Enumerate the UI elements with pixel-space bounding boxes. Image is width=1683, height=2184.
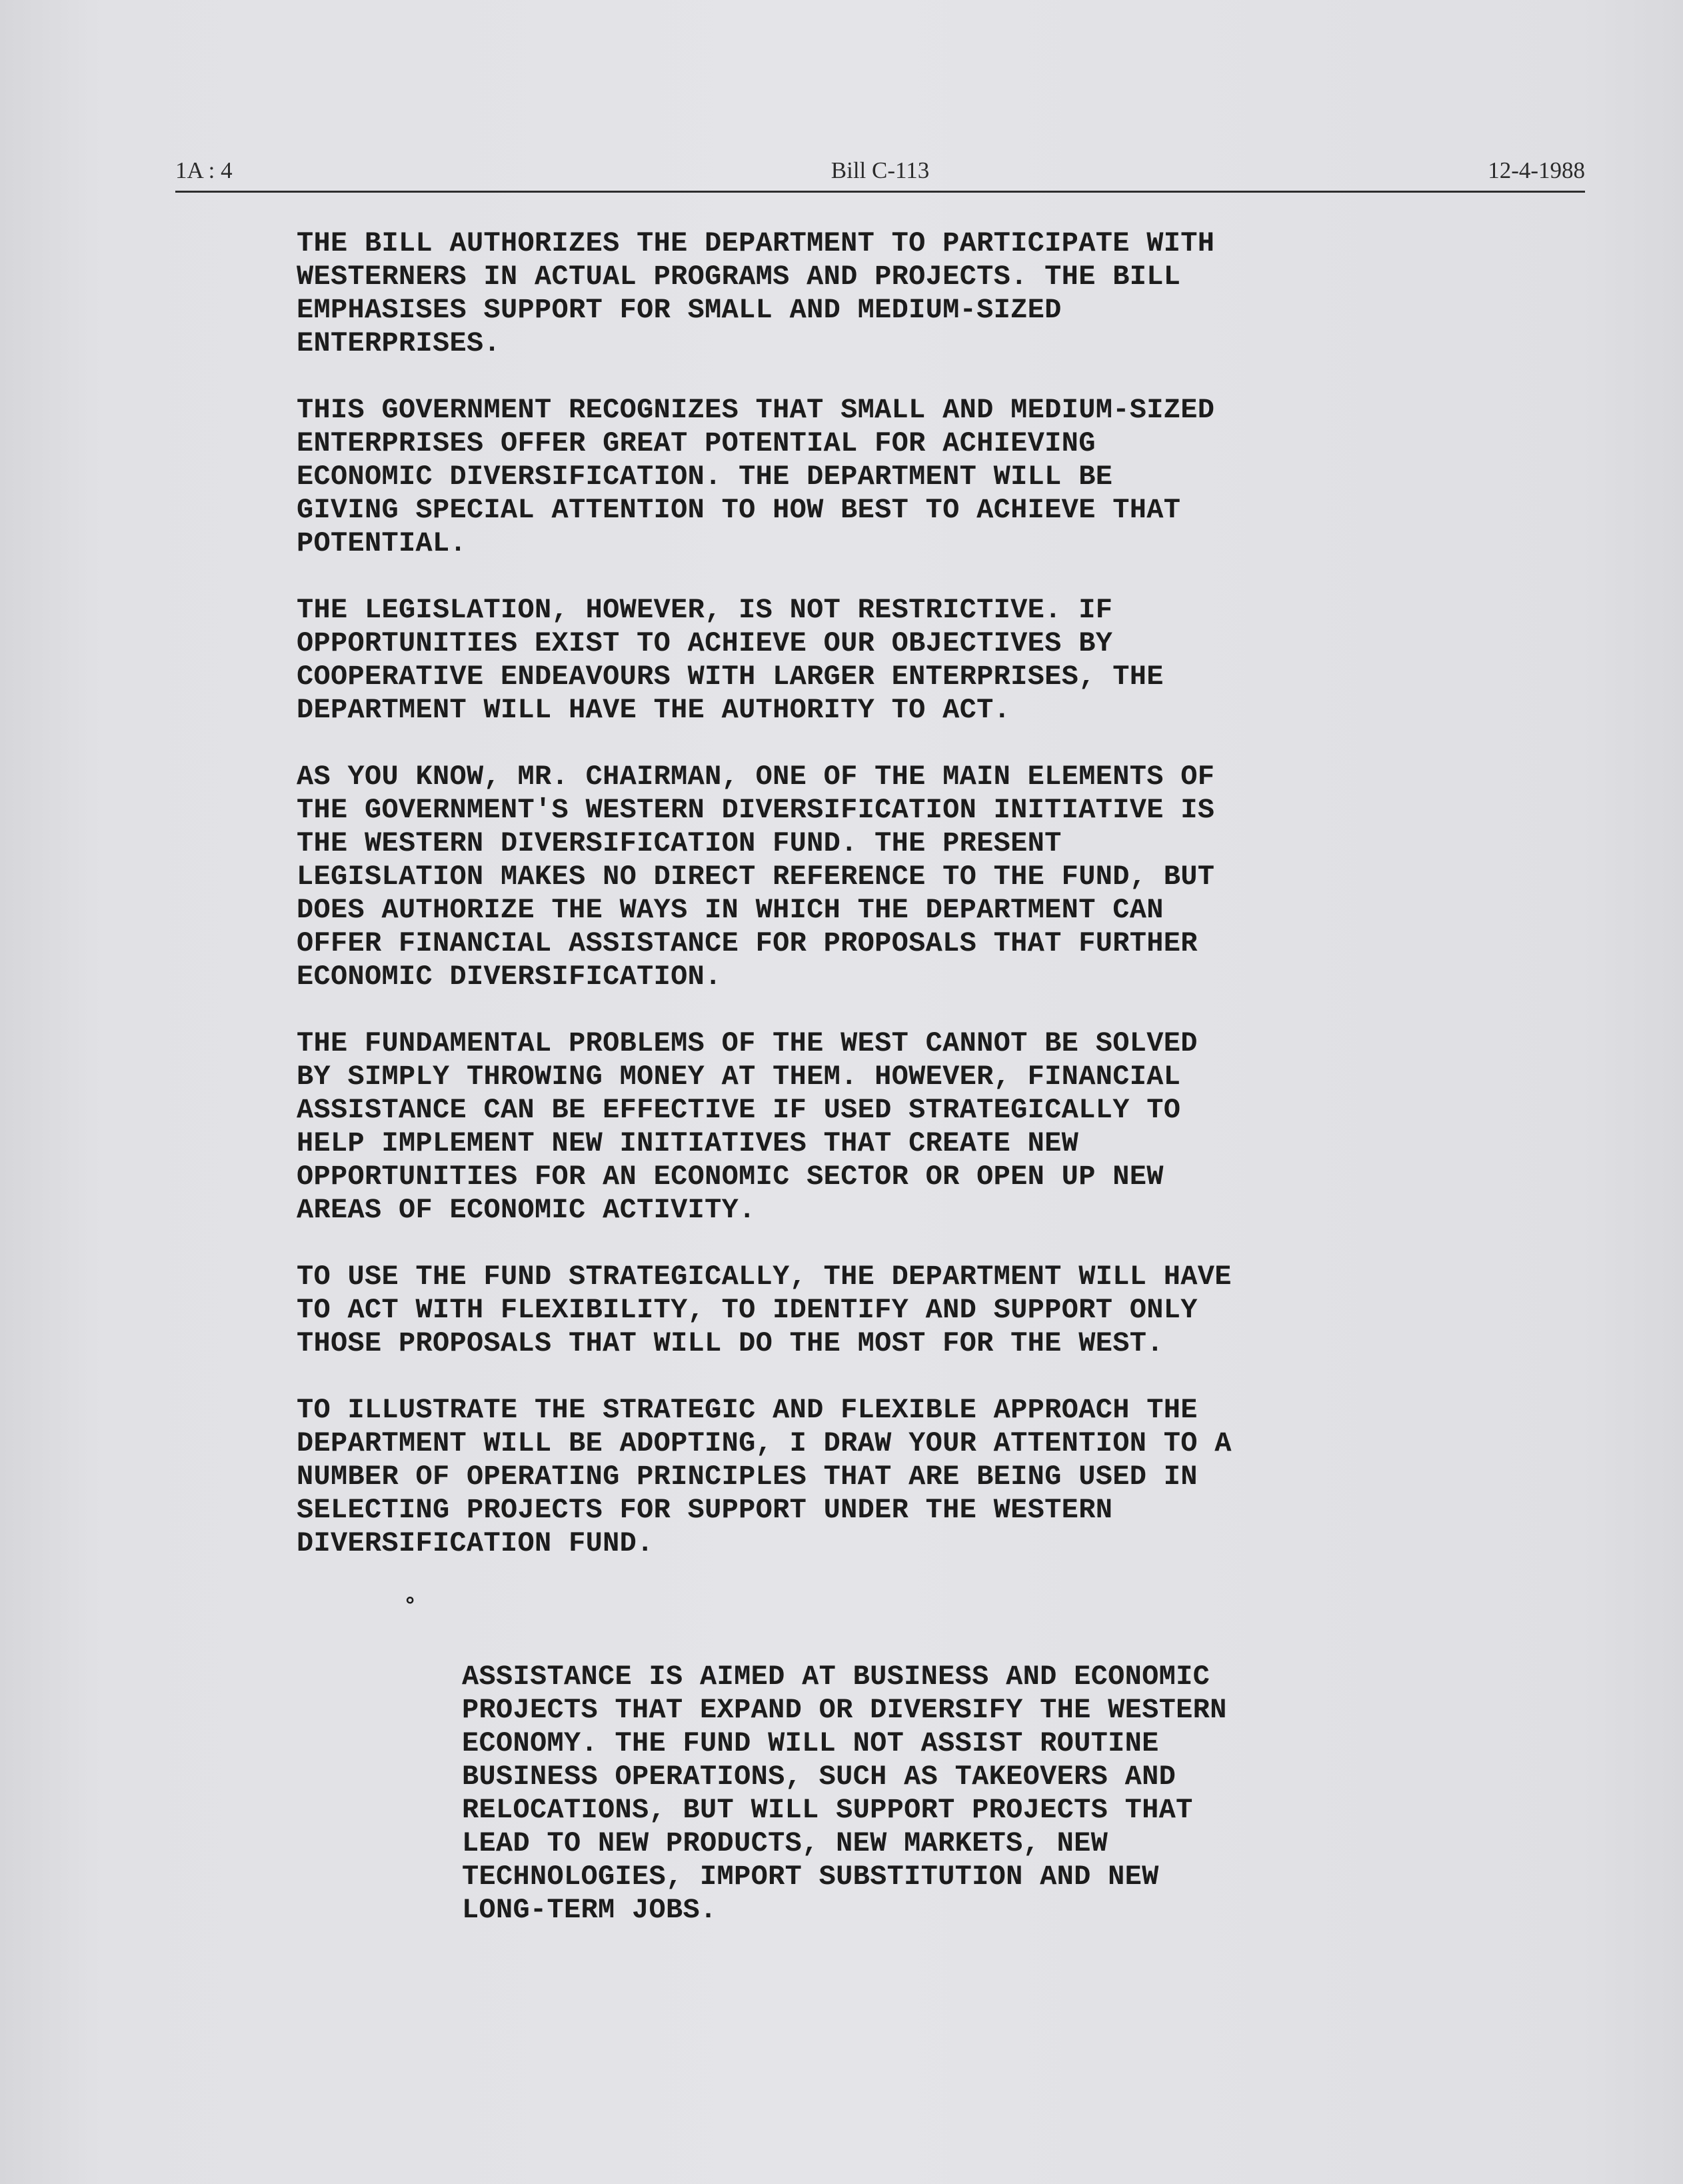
page-header bbox=[175, 157, 1585, 189]
document-body bbox=[297, 227, 1423, 1927]
paragraph: THE FUNDAMENTAL PROBLEMS OF THE WEST CANNOT BE SOLVED BY SIMPLY THROWING MONEY AT THEM. HOWEVER, FINANCIAL ASSISTANCE CAN BE EFFECTIVE IF USED STRATEGICALLY TO HELP IMPLEMENT NEW INITIATIVES THAT CREATE NEW OPPORTUNITIES FOR AN ECONOMIC SECTOR OR OPEN UP NEW AREAS OF ECONOMIC ACTIVITY. bbox=[297, 1027, 1198, 1226]
paragraph: THE BILL AUTHORIZES THE DEPARTMENT TO PARTICIPATE WITH WESTERNERS IN ACTUAL PROGRAMS AND PROJECTS. THE BILL EMPHASISES SUPPORT FOR SMALL AND MEDIUM-SIZED ENTERPRISES. bbox=[297, 227, 1215, 359]
paragraph: TO USE THE FUND STRATEGICALLY, THE DEPARTMENT WILL HAVE TO ACT WITH FLEXIBILITY, TO IDENTIFY AND SUPPORT ONLY THOSE PROPOSALS THAT WILL DO THE MOST FOR THE WEST. bbox=[297, 1261, 1232, 1359]
paragraph: THE LEGISLATION, HOWEVER, IS NOT RESTRICTIVE. IF OPPORTUNITIES EXIST TO ACHIEVE OUR OBJECTIVES BY COOPERATIVE ENDEAVOURS WITH LARGER ENTERPRISES, THE DEPARTMENT WILL HAVE THE AUTHORITY TO ACT. bbox=[297, 594, 1164, 726]
paragraph: THIS GOVERNMENT RECOGNIZES THAT SMALL AND MEDIUM-SIZED ENTERPRISES OFFER GREAT POTENTIAL FOR ACHIEVING ECONOMIC DIVERSIFICATION. THE DEPARTMENT WILL BE GIVING SPECIAL ATTENTION TO HOW BEST TO ACHIEVE THAT POTENTIAL. bbox=[297, 394, 1215, 559]
header-bill-title: Bill C-113 bbox=[831, 157, 930, 183]
header-date: 12-4-1988 bbox=[1488, 157, 1585, 183]
header-section-number: 1A : 4 bbox=[175, 157, 233, 183]
bullet-mark: ° bbox=[403, 1595, 417, 1620]
header-rule bbox=[175, 191, 1585, 193]
paragraph: TO ILLUSTRATE THE STRATEGIC AND FLEXIBLE APPROACH THE DEPARTMENT WILL BE ADOPTING, I DRAW YOUR ATTENTION TO A NUMBER OF OPERATING PRINCIPLES THAT ARE BEING USED IN SELECTING PROJECTS FOR SUPPORT UNDER THE WESTERN DIVERSIFICATION FUND. bbox=[297, 1394, 1232, 1559]
bullet-text: ASSISTANCE IS AIMED AT BUSINESS AND ECONOMIC PROJECTS THAT EXPAND OR DIVERSIFY THE WESTERN ECONOMY. THE FUND WILL NOT ASSIST ROUTINE BUSINESS OPERATIONS, SUCH AS TAKEOVERS AND RELOCATIONS, BUT WILL SUPPORT PROJECTS THAT LEAD TO NEW PRODUCTS, NEW MARKETS, NEW TECHNOLOGIES, IMPORT SUBSTITUTION AND NEW LONG-TERM JOBS. bbox=[462, 1661, 1227, 1926]
bullet-item bbox=[297, 1593, 1423, 1927]
paragraph: AS YOU KNOW, MR. CHAIRMAN, ONE OF THE MAIN ELEMENTS OF THE GOVERNMENT'S WESTERN DIVERSIFICATION INITIATIVE IS THE WESTERN DIVERSIFICATION FUND. THE PRESENT LEGISLATION MAKES NO DIRECT REFERENCE TO THE FUND, BUT DOES AUTHORIZE THE WAYS IN WHICH THE DEPARTMENT CAN OFFER FINANCIAL ASSISTANCE FOR PROPOSALS THAT FURTHER ECONOMIC DIVERSIFICATION. bbox=[297, 761, 1215, 993]
